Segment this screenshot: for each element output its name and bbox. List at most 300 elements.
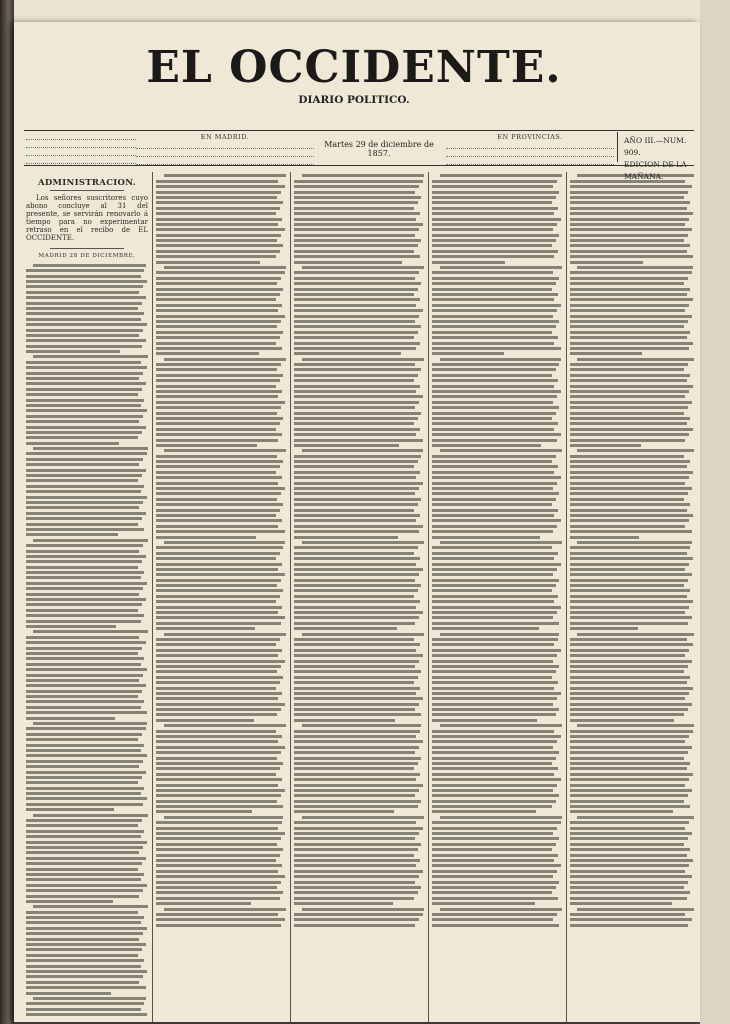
text-line xyxy=(432,654,557,657)
text-line xyxy=(294,239,421,242)
text-line xyxy=(156,342,276,345)
text-line xyxy=(432,563,561,566)
text-line xyxy=(570,757,684,760)
text-line xyxy=(156,692,282,695)
text-line xyxy=(294,918,419,921)
text-line xyxy=(570,713,684,716)
text-line xyxy=(432,433,561,436)
text-line xyxy=(294,670,421,673)
text-line xyxy=(156,573,285,576)
text-line xyxy=(26,781,138,784)
text-line xyxy=(432,180,557,183)
text-line xyxy=(570,875,692,878)
text-line xyxy=(570,859,693,862)
text-line xyxy=(156,288,283,291)
text-line xyxy=(432,719,537,722)
text-line xyxy=(26,760,143,763)
next-page-edge xyxy=(700,0,730,1024)
text-line xyxy=(432,336,558,339)
text-line xyxy=(432,476,561,479)
text-line xyxy=(294,751,415,754)
text-line xyxy=(294,374,418,377)
text-line xyxy=(294,875,419,878)
text-line xyxy=(570,848,690,851)
text-line xyxy=(156,325,277,328)
text-line xyxy=(26,566,138,569)
text-line xyxy=(294,589,418,592)
text-line xyxy=(432,676,552,679)
text-line xyxy=(26,442,119,445)
article-body xyxy=(26,264,148,1016)
text-line xyxy=(294,681,414,684)
text-line xyxy=(156,471,276,474)
text-line xyxy=(26,409,147,412)
text-line xyxy=(156,713,277,716)
text-line xyxy=(432,234,559,237)
text-line xyxy=(26,533,118,536)
text-line xyxy=(294,519,416,522)
text-line xyxy=(432,692,561,695)
text-line xyxy=(156,676,283,679)
text-line xyxy=(570,428,693,431)
text-line xyxy=(432,762,552,765)
text-line xyxy=(294,536,398,539)
text-line xyxy=(156,708,281,711)
text-line xyxy=(26,361,141,364)
text-line xyxy=(570,519,689,522)
text-line xyxy=(294,703,419,706)
text-line xyxy=(570,250,687,253)
text-line xyxy=(33,539,148,542)
text-line xyxy=(432,196,556,199)
text-line xyxy=(432,757,556,760)
text-line xyxy=(432,660,553,663)
text-line xyxy=(26,835,141,838)
text-line xyxy=(432,428,554,431)
text-line xyxy=(570,207,687,210)
text-line xyxy=(26,393,138,396)
text-line xyxy=(26,404,141,407)
text-line xyxy=(294,735,416,738)
text-line xyxy=(26,275,141,278)
text-line xyxy=(294,444,399,447)
text-line xyxy=(156,859,276,862)
text-line xyxy=(570,465,687,468)
text-line xyxy=(156,261,260,264)
text-line xyxy=(570,563,689,566)
text-line xyxy=(432,584,556,587)
text-line xyxy=(156,228,285,231)
text-line xyxy=(294,180,423,183)
text-line xyxy=(294,487,419,490)
text-line xyxy=(26,318,141,321)
text-line xyxy=(570,589,690,592)
text-line xyxy=(570,584,684,587)
text-line xyxy=(294,331,418,334)
text-line xyxy=(432,250,558,253)
text-line xyxy=(156,503,283,506)
text-line xyxy=(26,636,139,639)
text-line xyxy=(26,399,144,402)
text-line xyxy=(570,191,688,194)
text-line xyxy=(294,584,421,587)
text-line xyxy=(294,687,420,690)
text-line xyxy=(164,816,284,819)
text-line xyxy=(570,390,689,393)
text-line xyxy=(432,643,554,646)
text-line xyxy=(156,600,276,603)
text-line xyxy=(26,857,146,860)
text-line xyxy=(156,568,278,571)
text-line xyxy=(156,401,285,404)
text-line xyxy=(294,525,423,528)
text-line xyxy=(432,924,559,927)
text-line xyxy=(156,185,285,188)
text-line xyxy=(294,185,419,188)
text-line xyxy=(156,552,280,555)
text-line xyxy=(432,827,557,830)
text-line xyxy=(294,261,402,264)
text-line xyxy=(294,385,420,388)
text-line xyxy=(26,1008,141,1011)
text-line xyxy=(577,724,694,727)
text-line xyxy=(26,388,142,391)
issue-separator xyxy=(617,132,618,162)
text-line xyxy=(156,282,277,285)
text-line xyxy=(570,412,684,415)
text-line xyxy=(26,954,138,957)
text-line xyxy=(26,975,143,978)
text-line xyxy=(156,579,281,582)
madrid-dateline: MADRID 28 DE DICIEMBRE. xyxy=(38,253,136,260)
newspaper-page xyxy=(14,22,700,1022)
text-line xyxy=(26,970,147,973)
text-line xyxy=(156,390,282,393)
text-line xyxy=(570,557,693,560)
text-line xyxy=(294,568,423,571)
text-line xyxy=(577,633,694,636)
text-line xyxy=(432,864,561,867)
text-line xyxy=(26,851,139,854)
text-line xyxy=(26,846,143,849)
subscription-note-left xyxy=(26,134,136,164)
text-line xyxy=(26,803,143,806)
text-line xyxy=(156,374,283,377)
text-line xyxy=(156,514,276,517)
text-line xyxy=(156,439,278,442)
text-line xyxy=(577,816,694,819)
text-line xyxy=(26,695,138,698)
text-line xyxy=(294,708,415,711)
text-line xyxy=(26,609,138,612)
text-line xyxy=(26,690,142,693)
text-line xyxy=(156,293,280,296)
text-line xyxy=(570,649,689,652)
text-line xyxy=(294,406,415,409)
issue-date: Martes 29 de diciembre de 1857. xyxy=(324,140,434,158)
text-line xyxy=(156,498,277,501)
text-line xyxy=(570,536,639,539)
text-line xyxy=(156,854,280,857)
text-line xyxy=(577,266,692,269)
text-line xyxy=(156,875,285,878)
provinces-prices xyxy=(446,134,614,165)
header-rule-top xyxy=(24,130,694,131)
text-line xyxy=(156,627,255,630)
text-line xyxy=(26,900,113,903)
text-line xyxy=(302,816,424,819)
text-line xyxy=(570,773,693,776)
text-line xyxy=(156,794,281,797)
text-line xyxy=(432,455,556,458)
text-line xyxy=(432,320,559,323)
text-line xyxy=(156,681,280,684)
text-line xyxy=(156,730,276,733)
text-line xyxy=(26,571,144,574)
text-line xyxy=(570,800,684,803)
text-line xyxy=(156,848,283,851)
text-line xyxy=(156,589,283,592)
text-line xyxy=(26,943,146,946)
text-line xyxy=(26,555,146,558)
text-line xyxy=(156,460,283,463)
notice-rule xyxy=(50,248,123,249)
text-line xyxy=(570,810,673,813)
text-line xyxy=(33,905,148,908)
text-line xyxy=(26,981,139,984)
text-line xyxy=(26,517,142,520)
text-line xyxy=(570,261,643,264)
text-line xyxy=(294,363,415,366)
text-line xyxy=(570,255,693,258)
text-line xyxy=(26,765,139,768)
text-line xyxy=(164,449,286,452)
text-line xyxy=(432,773,554,776)
text-line xyxy=(432,875,553,878)
text-line xyxy=(156,530,285,533)
text-line xyxy=(156,891,283,894)
text-line xyxy=(294,611,423,614)
text-line xyxy=(294,595,414,598)
text-line xyxy=(156,207,280,210)
text-line xyxy=(156,735,282,738)
column-4 xyxy=(432,172,562,1022)
text-line xyxy=(570,525,685,528)
text-line xyxy=(156,784,278,787)
text-line xyxy=(432,805,552,808)
text-line xyxy=(26,862,142,865)
text-line xyxy=(432,886,556,889)
text-line xyxy=(156,255,276,258)
text-line xyxy=(26,307,138,310)
text-line xyxy=(156,422,280,425)
text-line xyxy=(26,582,147,585)
text-line xyxy=(294,654,423,657)
text-line xyxy=(432,751,559,754)
text-line xyxy=(432,897,558,900)
text-line xyxy=(33,722,146,725)
text-line xyxy=(432,271,553,274)
text-line xyxy=(26,668,147,671)
text-line xyxy=(570,627,638,630)
text-line xyxy=(432,881,559,884)
text-line xyxy=(156,428,276,431)
text-line xyxy=(432,363,559,366)
text-line xyxy=(26,868,138,871)
text-line xyxy=(156,837,281,840)
text-line xyxy=(33,355,148,358)
text-line xyxy=(156,525,278,528)
text-line xyxy=(156,757,277,760)
text-line xyxy=(294,228,419,231)
text-line xyxy=(164,724,286,727)
text-line xyxy=(156,476,282,479)
text-line xyxy=(570,600,693,603)
text-line xyxy=(26,711,147,714)
text-line xyxy=(26,436,138,439)
text-line xyxy=(294,315,419,318)
text-line xyxy=(26,560,142,563)
text-line xyxy=(432,789,553,792)
text-line xyxy=(570,735,689,738)
text-line xyxy=(156,363,281,366)
text-line xyxy=(570,228,692,231)
text-line xyxy=(294,196,421,199)
text-line xyxy=(26,992,111,995)
text-line xyxy=(156,250,280,253)
text-line xyxy=(432,482,557,485)
text-line xyxy=(570,827,685,830)
text-line xyxy=(156,622,281,625)
text-line xyxy=(570,568,685,571)
text-line xyxy=(294,309,423,312)
text-line xyxy=(294,433,416,436)
text-line xyxy=(570,660,692,663)
text-line xyxy=(156,897,280,900)
text-line xyxy=(294,503,418,506)
text-line xyxy=(26,523,138,526)
text-line xyxy=(570,476,689,479)
text-line xyxy=(26,452,147,455)
text-line xyxy=(294,789,419,792)
text-line xyxy=(26,771,146,774)
text-line xyxy=(156,304,282,307)
text-line xyxy=(577,449,694,452)
text-line xyxy=(26,797,147,800)
column-rule-4 xyxy=(566,172,567,1022)
text-line xyxy=(156,789,285,792)
text-line xyxy=(26,329,143,332)
text-line xyxy=(570,385,693,388)
text-line xyxy=(432,374,552,377)
text-line xyxy=(570,277,688,280)
text-line xyxy=(26,334,139,337)
text-line xyxy=(570,509,687,512)
text-line xyxy=(26,1013,147,1016)
text-line xyxy=(570,670,684,673)
text-line xyxy=(26,1002,144,1005)
column-rule-2 xyxy=(290,172,291,1022)
text-line xyxy=(156,649,282,652)
text-line xyxy=(432,212,554,215)
text-line xyxy=(26,652,138,655)
issue-number: AÑO III.—NUM. 909. xyxy=(624,136,687,157)
text-line xyxy=(156,902,251,905)
text-line xyxy=(570,708,688,711)
text-line xyxy=(294,730,420,733)
text-line xyxy=(156,762,283,765)
text-line xyxy=(294,417,418,420)
text-line xyxy=(570,870,685,873)
text-line xyxy=(294,465,414,468)
text-line xyxy=(164,174,286,177)
text-line xyxy=(156,298,276,301)
text-line xyxy=(26,345,142,348)
text-line xyxy=(294,234,415,237)
text-line xyxy=(570,784,685,787)
text-line xyxy=(294,482,423,485)
text-line xyxy=(294,573,419,576)
text-line xyxy=(570,843,684,846)
text-line xyxy=(440,541,562,544)
column-rule-3 xyxy=(428,172,429,1022)
text-line xyxy=(26,679,139,682)
text-line xyxy=(156,385,276,388)
text-line xyxy=(432,304,561,307)
text-line xyxy=(570,336,687,339)
text-line xyxy=(570,422,687,425)
text-line xyxy=(294,342,420,345)
text-line xyxy=(156,277,281,280)
column-2 xyxy=(156,172,286,1022)
text-line xyxy=(432,606,561,609)
text-line xyxy=(294,277,415,280)
text-line xyxy=(440,174,562,177)
text-line xyxy=(156,218,282,221)
text-line xyxy=(26,873,144,876)
text-line xyxy=(294,546,418,549)
text-line xyxy=(432,185,553,188)
text-line xyxy=(432,600,554,603)
text-line xyxy=(570,271,692,274)
text-line xyxy=(294,514,420,517)
text-line xyxy=(432,821,561,824)
text-line xyxy=(570,918,692,921)
text-line xyxy=(570,692,689,695)
text-line xyxy=(570,687,693,690)
text-line xyxy=(156,773,276,776)
text-line xyxy=(570,751,688,754)
text-line xyxy=(570,676,690,679)
text-line xyxy=(440,724,562,727)
text-line xyxy=(294,298,420,301)
text-line xyxy=(26,302,142,305)
text-line xyxy=(26,474,142,477)
text-line xyxy=(294,492,415,495)
text-line xyxy=(156,455,277,458)
text-line xyxy=(432,385,554,388)
text-line xyxy=(570,681,687,684)
text-line xyxy=(294,201,418,204)
text-line xyxy=(432,579,559,582)
text-line xyxy=(294,304,416,307)
text-line xyxy=(570,498,684,501)
text-line xyxy=(26,420,139,423)
text-line xyxy=(570,325,684,328)
text-line xyxy=(432,622,559,625)
text-line xyxy=(26,965,141,968)
text-line xyxy=(26,323,147,326)
